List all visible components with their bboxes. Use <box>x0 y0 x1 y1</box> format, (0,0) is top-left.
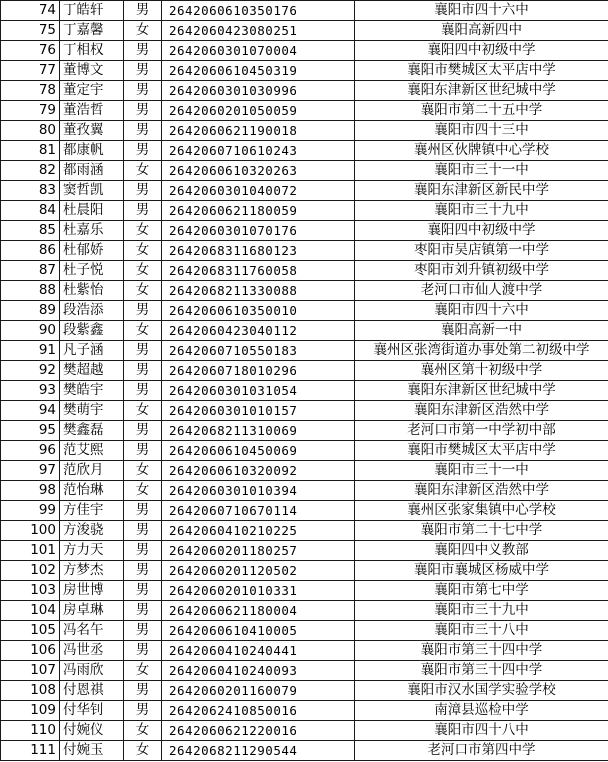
exam-id-cell: 2642060410240093 <box>162 661 355 681</box>
row-number-cell: 84 <box>1 201 60 221</box>
school-cell: 襄阳高新一中 <box>355 321 608 341</box>
school-cell: 襄州区张湾街道办事处第二初级中学 <box>355 341 608 361</box>
student-name-cell: 都康帆 <box>60 141 124 161</box>
row-number-cell: 82 <box>1 161 60 181</box>
gender-cell: 男 <box>124 1 162 21</box>
table-row <box>1 381 608 401</box>
row-number-cell: 93 <box>1 381 60 401</box>
row-number-cell: 86 <box>1 241 60 261</box>
row-number-cell: 103 <box>1 581 60 601</box>
student-name-cell: 房卓琳 <box>60 601 124 621</box>
table-row <box>1 361 608 381</box>
school-cell: 襄阳市第三十四中学 <box>355 641 608 661</box>
table-row <box>1 41 608 61</box>
gender-cell: 男 <box>124 181 162 201</box>
student-name-cell: 段紫鑫 <box>60 321 124 341</box>
school-cell: 襄阳市第二十五中学 <box>355 101 608 121</box>
table-row <box>1 1 608 21</box>
student-name-cell: 范艾熙 <box>60 441 124 461</box>
table-row <box>1 661 608 681</box>
exam-id-cell: 2642068311680123 <box>162 241 355 261</box>
table-row <box>1 181 608 201</box>
exam-id-cell: 2642060301070176 <box>162 221 355 241</box>
exam-id-cell: 2642060610450319 <box>162 61 355 81</box>
exam-id-cell: 2642060610320092 <box>162 461 355 481</box>
gender-cell: 女 <box>124 401 162 421</box>
school-cell: 襄阳市樊城区太平店中学 <box>355 441 608 461</box>
school-cell: 襄阳市四十六中 <box>355 1 608 21</box>
school-cell: 襄阳东津新区浩然中学 <box>355 481 608 501</box>
gender-cell: 男 <box>124 701 162 721</box>
exam-id-cell: 2642060718010296 <box>162 361 355 381</box>
school-cell: 老河口市仙人渡中学 <box>355 281 608 301</box>
exam-id-cell: 2642068311760058 <box>162 261 355 281</box>
table-row <box>1 401 608 421</box>
student-name-cell: 董定宇 <box>60 81 124 101</box>
exam-id-cell: 2642060301031054 <box>162 381 355 401</box>
exam-id-cell: 2642060201160079 <box>162 681 355 701</box>
exam-id-cell: 2642068211290544 <box>162 741 355 761</box>
table-row <box>1 121 608 141</box>
table-row <box>1 701 608 721</box>
exam-id-cell: 2642060301010157 <box>162 401 355 421</box>
student-name-cell: 杜嘉乐 <box>60 221 124 241</box>
row-number-cell: 80 <box>1 121 60 141</box>
exam-id-cell: 2642060610350176 <box>162 1 355 21</box>
school-cell: 襄阳四中初级中学 <box>355 41 608 61</box>
school-cell: 襄阳市四十六中 <box>355 301 608 321</box>
row-number-cell: 101 <box>1 541 60 561</box>
exam-id-cell: 2642060423040112 <box>162 321 355 341</box>
school-cell: 襄阳高新四中 <box>355 21 608 41</box>
exam-id-cell: 2642060410240441 <box>162 641 355 661</box>
school-cell: 襄阳市汉水国学实验学校 <box>355 681 608 701</box>
exam-id-cell: 2642060710610243 <box>162 141 355 161</box>
school-cell: 襄阳东津新区浩然中学 <box>355 401 608 421</box>
school-cell: 老河口市第一中学初中部 <box>355 421 608 441</box>
school-cell: 襄州区伙牌镇中心学校 <box>355 141 608 161</box>
gender-cell: 男 <box>124 81 162 101</box>
row-number-cell: 96 <box>1 441 60 461</box>
gender-cell: 女 <box>124 321 162 341</box>
school-cell: 襄阳东津新区世纪城中学 <box>355 81 608 101</box>
row-number-cell: 100 <box>1 521 60 541</box>
student-name-cell: 冯名午 <box>60 621 124 641</box>
school-cell: 枣阳市刘升镇初级中学 <box>355 261 608 281</box>
row-number-cell: 91 <box>1 341 60 361</box>
table-row <box>1 681 608 701</box>
row-number-cell: 92 <box>1 361 60 381</box>
gender-cell: 女 <box>124 261 162 281</box>
gender-cell: 男 <box>124 141 162 161</box>
student-name-cell: 范怡琳 <box>60 481 124 501</box>
gender-cell: 男 <box>124 541 162 561</box>
row-number-cell: 74 <box>1 1 60 21</box>
student-name-cell: 凡子涵 <box>60 341 124 361</box>
school-cell: 襄阳市第七中学 <box>355 581 608 601</box>
school-cell: 襄阳四中初级中学 <box>355 221 608 241</box>
school-cell: 襄阳市襄城区杨威中学 <box>355 561 608 581</box>
table-row <box>1 421 608 441</box>
exam-id-cell: 2642060610450069 <box>162 441 355 461</box>
exam-id-cell: 2642068211330088 <box>162 281 355 301</box>
row-number-cell: 87 <box>1 261 60 281</box>
table-row <box>1 461 608 481</box>
table-row <box>1 521 608 541</box>
exam-id-cell: 2642068211310069 <box>162 421 355 441</box>
student-name-cell: 窦哲凯 <box>60 181 124 201</box>
school-cell: 襄阳市三十一中 <box>355 161 608 181</box>
exam-id-cell: 2642060621180059 <box>162 201 355 221</box>
table-row <box>1 601 608 621</box>
table-row <box>1 161 608 181</box>
student-name-cell: 樊超越 <box>60 361 124 381</box>
exam-id-cell: 2642060621180004 <box>162 601 355 621</box>
table-row <box>1 581 608 601</box>
school-cell: 襄阳市四十八中 <box>355 721 608 741</box>
gender-cell: 男 <box>124 201 162 221</box>
table-row <box>1 481 608 501</box>
school-cell: 枣阳市吴店镇第一中学 <box>355 241 608 261</box>
row-number-cell: 77 <box>1 61 60 81</box>
gender-cell: 女 <box>124 161 162 181</box>
school-cell: 襄阳市四十三中 <box>355 121 608 141</box>
student-name-cell: 方梦杰 <box>60 561 124 581</box>
exam-id-cell: 2642060201120502 <box>162 561 355 581</box>
exam-id-cell: 2642060410210225 <box>162 521 355 541</box>
gender-cell: 女 <box>124 481 162 501</box>
row-number-cell: 97 <box>1 461 60 481</box>
student-name-cell: 杜紫怡 <box>60 281 124 301</box>
student-name-cell: 范欣月 <box>60 461 124 481</box>
gender-cell: 女 <box>124 661 162 681</box>
gender-cell: 男 <box>124 421 162 441</box>
student-name-cell: 房世博 <box>60 581 124 601</box>
school-cell: 襄阳市第三十四中学 <box>355 661 608 681</box>
table-row <box>1 81 608 101</box>
student-name-cell: 丁皓轩 <box>60 1 124 21</box>
table-row <box>1 141 608 161</box>
gender-cell: 男 <box>124 341 162 361</box>
table-row <box>1 441 608 461</box>
student-name-cell: 董浩哲 <box>60 101 124 121</box>
exam-id-cell: 2642062410850016 <box>162 701 355 721</box>
table-row <box>1 281 608 301</box>
row-number-cell: 99 <box>1 501 60 521</box>
exam-id-cell: 2642060621190018 <box>162 121 355 141</box>
row-number-cell: 79 <box>1 101 60 121</box>
school-cell: 襄州区张家集镇中心学校 <box>355 501 608 521</box>
school-cell: 老河口市第四中学 <box>355 741 608 761</box>
gender-cell: 男 <box>124 561 162 581</box>
school-cell: 襄阳市三十一中 <box>355 461 608 481</box>
row-number-cell: 90 <box>1 321 60 341</box>
table-row <box>1 741 608 761</box>
row-number-cell: 107 <box>1 661 60 681</box>
gender-cell: 男 <box>124 361 162 381</box>
student-name-cell: 樊鑫磊 <box>60 421 124 441</box>
school-cell: 襄阳市三十九中 <box>355 601 608 621</box>
student-name-cell: 丁相权 <box>60 41 124 61</box>
student-name-cell: 董博文 <box>60 61 124 81</box>
student-name-cell: 段浩添 <box>60 301 124 321</box>
student-name-cell: 都雨涵 <box>60 161 124 181</box>
row-number-cell: 108 <box>1 681 60 701</box>
table-row <box>1 21 608 41</box>
row-number-cell: 78 <box>1 81 60 101</box>
exam-id-cell: 2642060621220016 <box>162 721 355 741</box>
gender-cell: 男 <box>124 301 162 321</box>
exam-id-cell: 2642060710670114 <box>162 501 355 521</box>
exam-id-cell: 2642060610350010 <box>162 301 355 321</box>
school-cell: 南漳县巡检中学 <box>355 701 608 721</box>
gender-cell: 男 <box>124 521 162 541</box>
exam-id-cell: 2642060201010331 <box>162 581 355 601</box>
student-list-body <box>1 1 608 761</box>
gender-cell: 男 <box>124 41 162 61</box>
table-row <box>1 641 608 661</box>
row-number-cell: 76 <box>1 41 60 61</box>
table-row <box>1 341 608 361</box>
exam-id-cell: 2642060710550183 <box>162 341 355 361</box>
school-cell: 襄州区第十初级中学 <box>355 361 608 381</box>
gender-cell: 男 <box>124 101 162 121</box>
table-row <box>1 321 608 341</box>
student-name-cell: 冯雨欣 <box>60 661 124 681</box>
exam-id-cell: 2642060610320263 <box>162 161 355 181</box>
table-row <box>1 241 608 261</box>
row-number-cell: 81 <box>1 141 60 161</box>
exam-id-cell: 2642060201180257 <box>162 541 355 561</box>
table-row <box>1 221 608 241</box>
exam-id-cell: 2642060301010394 <box>162 481 355 501</box>
row-number-cell: 110 <box>1 721 60 741</box>
gender-cell: 女 <box>124 221 162 241</box>
school-cell: 襄阳市第二十七中学 <box>355 521 608 541</box>
row-number-cell: 75 <box>1 21 60 41</box>
table-row <box>1 201 608 221</box>
student-name-cell: 付恩祺 <box>60 681 124 701</box>
table-row <box>1 621 608 641</box>
gender-cell: 女 <box>124 21 162 41</box>
student-name-cell: 方力天 <box>60 541 124 561</box>
student-name-cell: 付婉玉 <box>60 741 124 761</box>
exam-id-cell: 2642060423080251 <box>162 21 355 41</box>
table-row <box>1 301 608 321</box>
gender-cell: 男 <box>124 501 162 521</box>
gender-cell: 男 <box>124 381 162 401</box>
gender-cell: 女 <box>124 241 162 261</box>
exam-id-cell: 2642060610410005 <box>162 621 355 641</box>
gender-cell: 男 <box>124 121 162 141</box>
student-name-cell: 樊萌宇 <box>60 401 124 421</box>
school-cell: 襄阳市樊城区太平店中学 <box>355 61 608 81</box>
student-name-cell: 冯世丞 <box>60 641 124 661</box>
table-row <box>1 101 608 121</box>
row-number-cell: 83 <box>1 181 60 201</box>
row-number-cell: 106 <box>1 641 60 661</box>
table-row <box>1 261 608 281</box>
student-name-cell: 方浚骁 <box>60 521 124 541</box>
school-cell: 襄阳市三十八中 <box>355 621 608 641</box>
table-row <box>1 541 608 561</box>
school-cell: 襄阳四中义教部 <box>355 541 608 561</box>
table-row <box>1 561 608 581</box>
row-number-cell: 88 <box>1 281 60 301</box>
gender-cell: 男 <box>124 601 162 621</box>
exam-id-cell: 2642060301030996 <box>162 81 355 101</box>
school-cell: 襄阳东津新区新民中学 <box>355 181 608 201</box>
student-name-cell: 杜晨阳 <box>60 201 124 221</box>
row-number-cell: 104 <box>1 601 60 621</box>
student-name-cell: 丁嘉馨 <box>60 21 124 41</box>
student-name-cell: 付华钊 <box>60 701 124 721</box>
gender-cell: 女 <box>124 281 162 301</box>
gender-cell: 女 <box>124 721 162 741</box>
table-row <box>1 61 608 81</box>
school-cell: 襄阳市三十九中 <box>355 201 608 221</box>
table-row <box>1 721 608 741</box>
student-name-cell: 付婉仪 <box>60 721 124 741</box>
table-row <box>1 501 608 521</box>
student-name-cell: 杜子悦 <box>60 261 124 281</box>
student-name-cell: 杜郁娇 <box>60 241 124 261</box>
school-cell: 襄阳东津新区世纪城中学 <box>355 381 608 401</box>
row-number-cell: 89 <box>1 301 60 321</box>
student-name-cell: 方佳宇 <box>60 501 124 521</box>
row-number-cell: 85 <box>1 221 60 241</box>
row-number-cell: 111 <box>1 741 60 761</box>
gender-cell: 女 <box>124 741 162 761</box>
gender-cell: 男 <box>124 581 162 601</box>
student-name-cell: 董孜翼 <box>60 121 124 141</box>
exam-id-cell: 2642060301070004 <box>162 41 355 61</box>
gender-cell: 男 <box>124 621 162 641</box>
row-number-cell: 105 <box>1 621 60 641</box>
exam-id-cell: 2642060201050059 <box>162 101 355 121</box>
row-number-cell: 95 <box>1 421 60 441</box>
gender-cell: 男 <box>124 681 162 701</box>
student-name-cell: 樊皓宇 <box>60 381 124 401</box>
exam-id-cell: 2642060301040072 <box>162 181 355 201</box>
row-number-cell: 102 <box>1 561 60 581</box>
row-number-cell: 98 <box>1 481 60 501</box>
gender-cell: 男 <box>124 61 162 81</box>
row-number-cell: 94 <box>1 401 60 421</box>
gender-cell: 男 <box>124 441 162 461</box>
row-number-cell: 109 <box>1 701 60 721</box>
gender-cell: 女 <box>124 461 162 481</box>
gender-cell: 男 <box>124 641 162 661</box>
